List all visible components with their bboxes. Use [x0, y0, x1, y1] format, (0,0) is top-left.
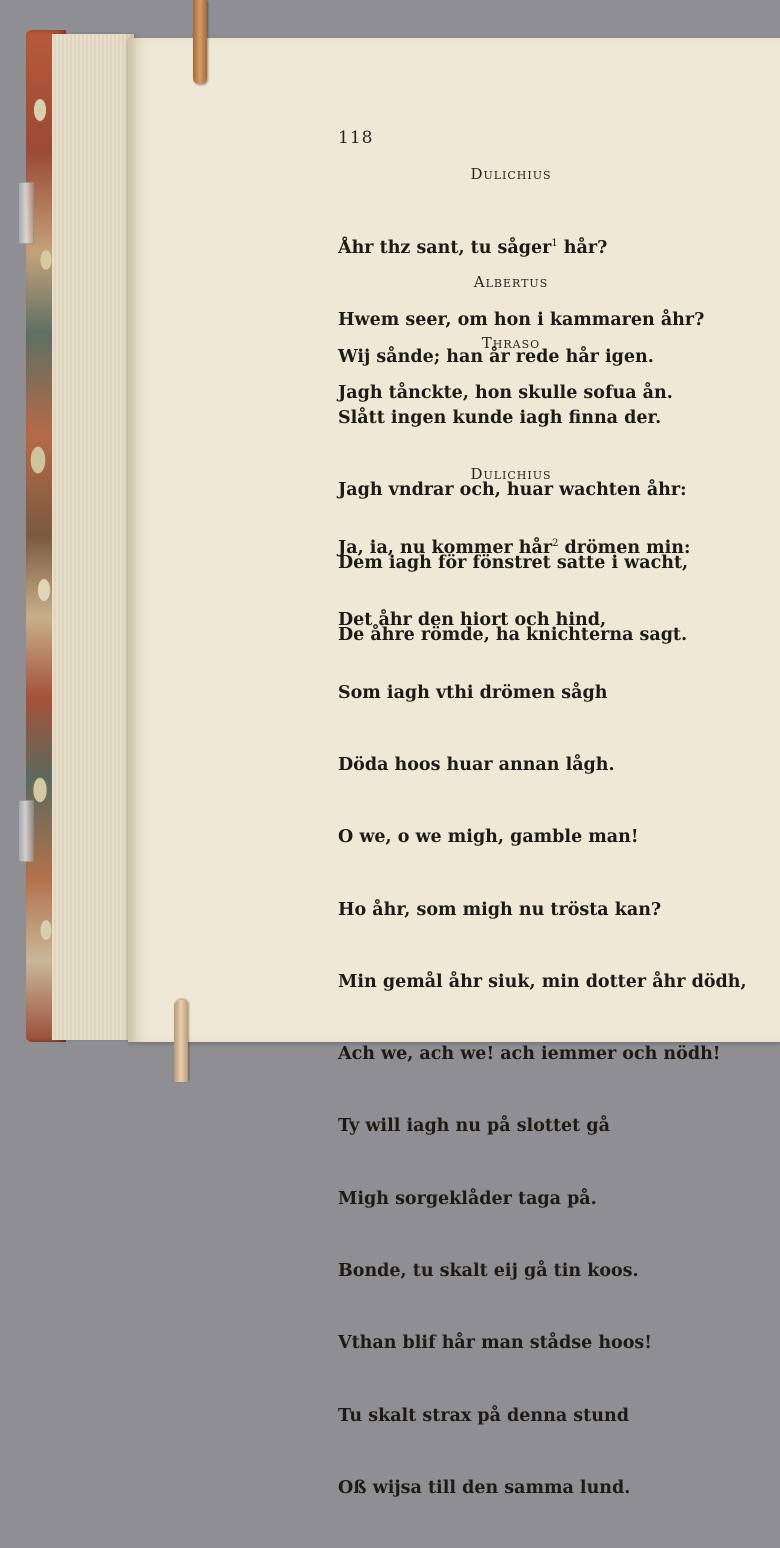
verse-line: Som iagh vthi drömen sågh	[338, 682, 608, 703]
verse-line: Migh sorgeklåder taga på.	[338, 1188, 597, 1209]
left-weight-tab	[18, 800, 34, 862]
verse-line: Wij sånde; han år rede hår igen.	[338, 347, 654, 368]
verse-line: Åhr thz sant, tu såger$^1$ hår?	[338, 238, 608, 259]
verse-line: Dem iagh för fönstret satte i wacht,	[338, 552, 689, 573]
verse-line: Det åhr den hiort och hind,	[338, 610, 607, 631]
verse-line: Vthan blif hår man stådse hoos!	[338, 1333, 652, 1354]
footnote-marker: 1	[551, 238, 558, 250]
verse-line: Min gemål åhr siuk, min dotter åhr dödh,	[338, 971, 747, 992]
verse-line: Hwem seer, om hon i kammaren åhr?	[338, 310, 705, 331]
footnote-marker: 2	[552, 538, 559, 550]
verse-line: Ty will iagh nu på slottet gå	[338, 1116, 610, 1137]
speaker-name: Dulichius	[470, 165, 552, 183]
verse-line: De åhre römde, ha knichterna sagt.	[338, 625, 688, 646]
verse-line: Jagh vndrar och, huar wachten åhr:	[338, 480, 687, 501]
verse-line: Jagh tånckte, hon skulle sofua ån.	[338, 382, 673, 403]
page-number: 118	[338, 128, 374, 148]
verse-line: Ho åhr, som migh nu trösta kan?	[338, 899, 662, 920]
bottom-bookmark-clip	[174, 1000, 188, 1082]
page-edges	[52, 34, 134, 1040]
verse-line: Döda hoos huar annan lågh.	[338, 755, 615, 776]
verse-line: Ach we, ach we! ach iemmer och nödh!	[338, 1044, 721, 1065]
verse-line: Oß wijsa till den samma lund.	[338, 1477, 631, 1498]
verse-block	[338, 488, 747, 1548]
verse-line: O we, o we migh, gamble man!	[338, 827, 639, 848]
verse-line: Tu skalt strax på denna stund	[338, 1405, 629, 1426]
verse-line: Bonde, tu skalt eij gå tin koos.	[338, 1261, 639, 1281]
speaker-name: Dulichius	[470, 465, 552, 483]
left-weight-tab	[18, 182, 34, 244]
top-bookmark-clip	[193, 0, 207, 84]
verse-line: Ja, ia, nu kommer hår$^2$ drömen min:	[338, 538, 691, 559]
speaker-name: Thraso	[481, 334, 541, 352]
verse-line: Slått ingen kunde iagh finna der.	[338, 408, 662, 429]
speaker-name: Albertus	[473, 273, 549, 291]
